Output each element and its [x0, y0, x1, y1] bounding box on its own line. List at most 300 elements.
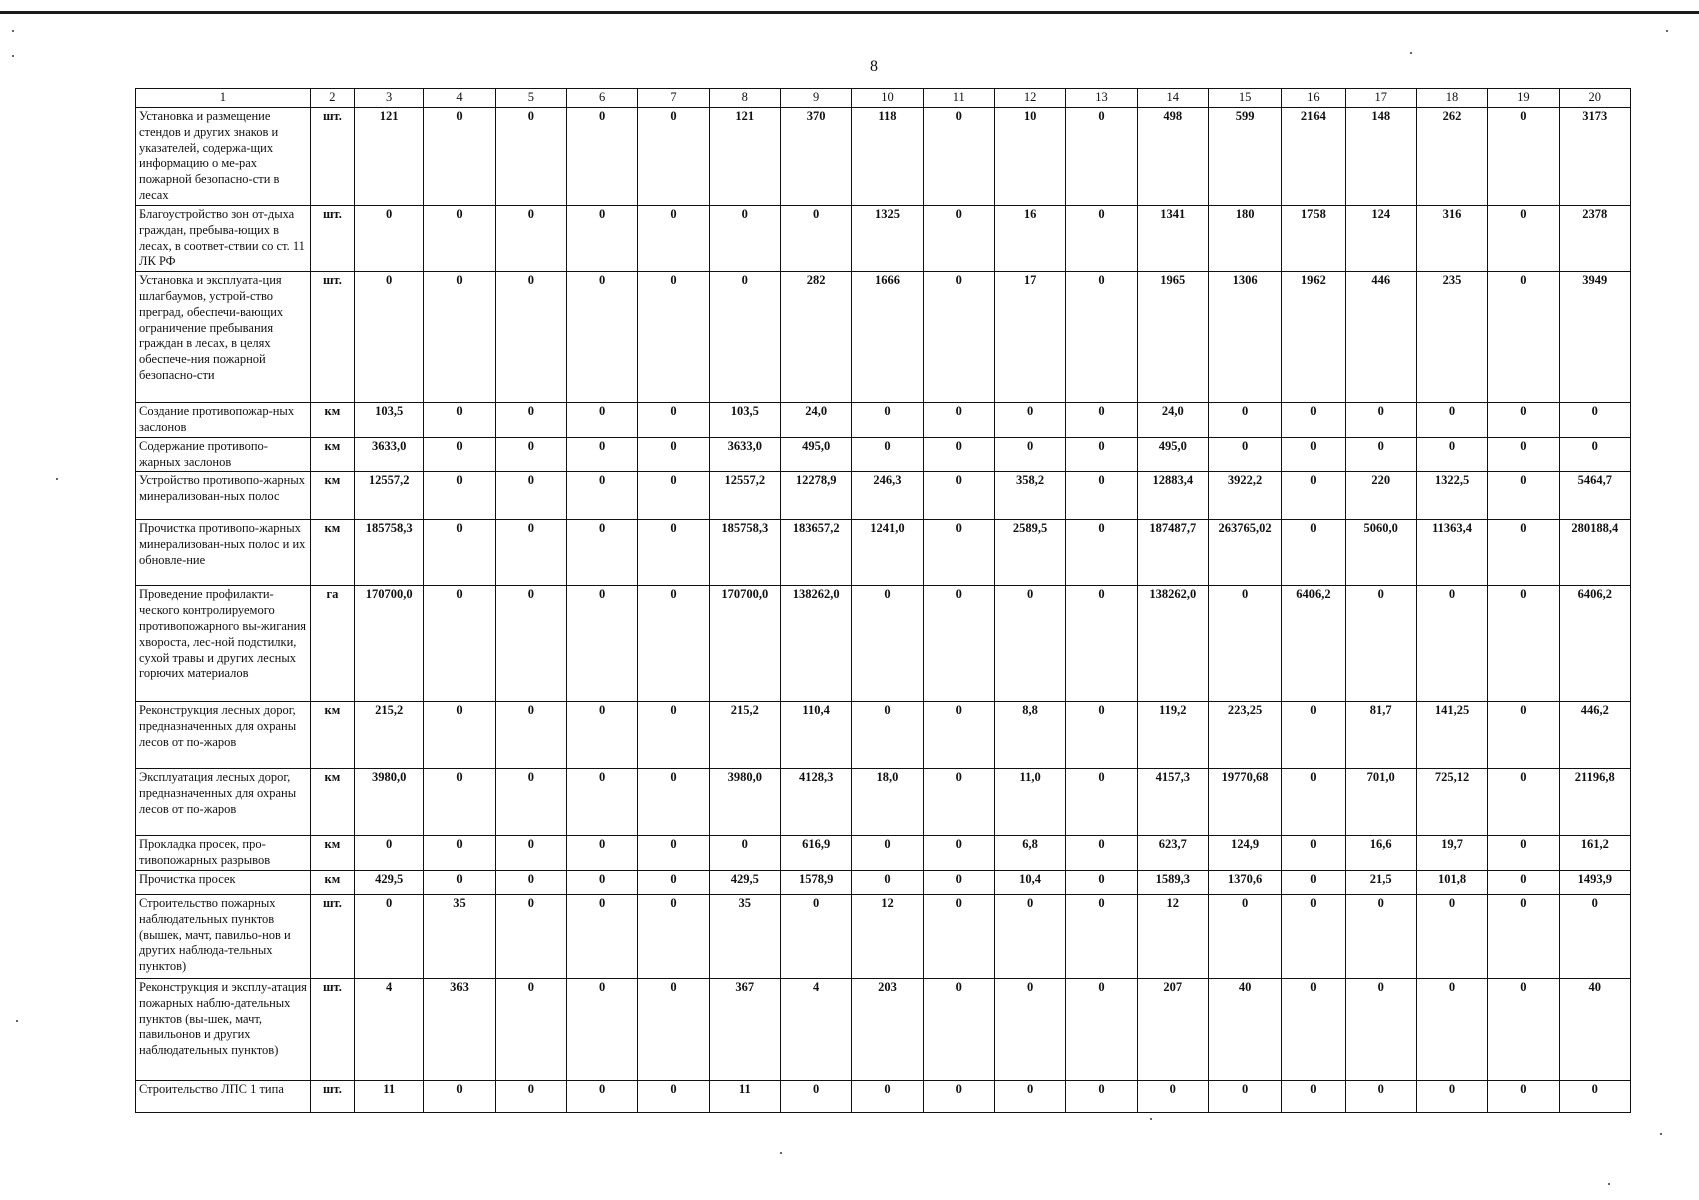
value-cell: 0	[923, 769, 994, 836]
value-cell: 370	[780, 108, 851, 206]
unit-cell: км	[310, 472, 354, 520]
value-cell: 262	[1416, 108, 1487, 206]
value-cell: 0	[923, 472, 994, 520]
table-row	[136, 836, 1631, 871]
value-cell: 0	[638, 108, 709, 206]
value-cell: 0	[566, 472, 637, 520]
value-cell: 0	[1066, 108, 1137, 206]
value-cell: 0	[1488, 586, 1559, 702]
value-cell: 429,5	[355, 870, 424, 894]
value-cell: 616,9	[780, 836, 851, 871]
value-cell: 0	[495, 403, 566, 438]
value-cell: 3980,0	[709, 769, 780, 836]
value-cell: 0	[424, 836, 495, 871]
scan-speck	[1150, 1118, 1152, 1120]
value-cell: 498	[1137, 108, 1208, 206]
scan-speck	[780, 1152, 782, 1154]
column-number-header: 9	[780, 89, 851, 108]
value-cell: 0	[355, 206, 424, 272]
unit-cell: шт.	[310, 1080, 354, 1112]
value-cell: 0	[566, 870, 637, 894]
value-cell: 3633,0	[709, 437, 780, 472]
value-cell: 446	[1345, 272, 1416, 403]
value-cell: 12557,2	[709, 472, 780, 520]
value-cell: 0	[424, 108, 495, 206]
value-cell: 0	[1282, 870, 1345, 894]
value-cell: 4	[780, 978, 851, 1080]
unit-cell: км	[310, 520, 354, 586]
table-row	[136, 586, 1631, 702]
value-cell: 0	[1066, 472, 1137, 520]
value-cell: 40	[1559, 978, 1630, 1080]
value-cell: 0	[638, 472, 709, 520]
column-number-header: 17	[1345, 89, 1416, 108]
column-number-header: 13	[1066, 89, 1137, 108]
activity-name-cell: Реконструкция лесных дорог, предназначенных для охраны лесов от по-жаров	[136, 702, 311, 769]
value-cell: 11,0	[994, 769, 1065, 836]
value-cell: 0	[566, 769, 637, 836]
value-cell: 0	[1208, 403, 1281, 438]
value-cell: 185758,3	[709, 520, 780, 586]
value-cell: 0	[495, 520, 566, 586]
value-cell: 0	[1282, 472, 1345, 520]
value-cell: 16	[994, 206, 1065, 272]
value-cell: 0	[638, 520, 709, 586]
activity-name-cell: Установка и размещение стендов и других знаков и указателей, содержа-щих информацию о ме-рах пожарной безопасно-сти в лесах	[136, 108, 311, 206]
value-cell: 11	[709, 1080, 780, 1112]
table-row	[136, 894, 1631, 978]
value-cell: 138262,0	[780, 586, 851, 702]
value-cell: 0	[923, 108, 994, 206]
value-cell: 215,2	[355, 702, 424, 769]
value-cell: 4157,3	[1137, 769, 1208, 836]
value-cell: 0	[923, 1080, 994, 1112]
value-cell: 0	[1488, 894, 1559, 978]
unit-cell: шт.	[310, 894, 354, 978]
value-cell: 0	[495, 702, 566, 769]
value-cell: 0	[1345, 1080, 1416, 1112]
column-number-header: 10	[852, 89, 923, 108]
value-cell: 0	[709, 836, 780, 871]
value-cell: 8,8	[994, 702, 1065, 769]
activity-name-cell: Прочистка противопо-жарных минерализован-ных полос и их обновле-ние	[136, 520, 311, 586]
value-cell: 0	[495, 206, 566, 272]
value-cell: 0	[1066, 894, 1137, 978]
value-cell: 1962	[1282, 272, 1345, 403]
unit-cell: шт.	[310, 978, 354, 1080]
value-cell: 103,5	[709, 403, 780, 438]
unit-cell: шт.	[310, 272, 354, 403]
value-cell: 124	[1345, 206, 1416, 272]
value-cell: 0	[355, 836, 424, 871]
value-cell: 0	[1282, 520, 1345, 586]
value-cell: 0	[1488, 206, 1559, 272]
value-cell: 12	[1137, 894, 1208, 978]
value-cell: 0	[1488, 520, 1559, 586]
value-cell: 3173	[1559, 108, 1630, 206]
value-cell: 0	[1066, 272, 1137, 403]
value-cell: 0	[923, 206, 994, 272]
scan-speck	[12, 30, 14, 32]
unit-cell: км	[310, 836, 354, 871]
value-cell: 24,0	[780, 403, 851, 438]
value-cell: 0	[1488, 870, 1559, 894]
value-cell: 0	[1066, 403, 1137, 438]
value-cell: 235	[1416, 272, 1487, 403]
value-cell: 0	[994, 586, 1065, 702]
value-cell: 223,25	[1208, 702, 1281, 769]
value-cell: 0	[780, 894, 851, 978]
value-cell: 119,2	[1137, 702, 1208, 769]
value-cell: 0	[1282, 437, 1345, 472]
unit-cell: шт.	[310, 206, 354, 272]
value-cell: 0	[424, 206, 495, 272]
scan-speck	[1666, 30, 1668, 32]
value-cell: 0	[638, 272, 709, 403]
value-cell: 599	[1208, 108, 1281, 206]
value-cell: 0	[1066, 836, 1137, 871]
value-cell: 0	[424, 520, 495, 586]
value-cell: 0	[994, 437, 1065, 472]
column-number-header: 1	[136, 89, 311, 108]
value-cell: 0	[1488, 108, 1559, 206]
value-cell: 0	[495, 472, 566, 520]
activity-name-cell: Строительство пожарных наблюдательных пунктов (вышек, мачт, павильо-нов и других наблюда-тельных пунктов)	[136, 894, 311, 978]
value-cell: 0	[994, 978, 1065, 1080]
activity-name-cell: Благоустройство зон от-дыха граждан, пребыва-ющих в лесах, в соответ-ствии со ст. 11 ЛК РФ	[136, 206, 311, 272]
page-top-rule	[0, 11, 1699, 14]
value-cell: 0	[566, 702, 637, 769]
activity-name-cell: Прочистка просек	[136, 870, 311, 894]
value-cell: 0	[424, 403, 495, 438]
value-cell: 0	[1488, 472, 1559, 520]
scan-speck	[1410, 52, 1412, 54]
table-row	[136, 978, 1631, 1080]
value-cell: 0	[566, 978, 637, 1080]
value-cell: 0	[1416, 978, 1487, 1080]
value-cell: 282	[780, 272, 851, 403]
value-cell: 0	[566, 586, 637, 702]
value-cell: 0	[638, 403, 709, 438]
value-cell: 0	[852, 1080, 923, 1112]
value-cell: 3980,0	[355, 769, 424, 836]
value-cell: 367	[709, 978, 780, 1080]
value-cell: 0	[1488, 978, 1559, 1080]
value-cell: 0	[1066, 1080, 1137, 1112]
value-cell: 5464,7	[1559, 472, 1630, 520]
column-number-header: 6	[566, 89, 637, 108]
value-cell: 0	[424, 437, 495, 472]
value-cell: 121	[355, 108, 424, 206]
scan-speck	[16, 1020, 18, 1022]
table-row	[136, 520, 1631, 586]
value-cell: 280188,4	[1559, 520, 1630, 586]
scan-speck	[56, 478, 58, 480]
table-row	[136, 702, 1631, 769]
value-cell: 0	[923, 894, 994, 978]
value-cell: 21196,8	[1559, 769, 1630, 836]
value-cell: 0	[1559, 894, 1630, 978]
value-cell: 0	[923, 437, 994, 472]
value-cell: 1578,9	[780, 870, 851, 894]
value-cell: 0	[355, 272, 424, 403]
value-cell: 0	[1488, 272, 1559, 403]
value-cell: 0	[1282, 769, 1345, 836]
column-number-header: 7	[638, 89, 709, 108]
value-cell: 0	[638, 206, 709, 272]
value-cell: 0	[1416, 437, 1487, 472]
value-cell: 0	[638, 894, 709, 978]
value-cell: 203	[852, 978, 923, 1080]
value-cell: 0	[1559, 1080, 1630, 1112]
value-cell: 6,8	[994, 836, 1065, 871]
column-number-header: 19	[1488, 89, 1559, 108]
value-cell: 148	[1345, 108, 1416, 206]
activity-name-cell: Проведение профилакти-ческого контролируемого противопожарного вы-жигания хвороста, лес-ной подстилки, сухой травы и других лесных горючих материалов	[136, 586, 311, 702]
activity-name-cell: Содержание противопо-жарных заслонов	[136, 437, 311, 472]
value-cell: 0	[1208, 586, 1281, 702]
value-cell: 183657,2	[780, 520, 851, 586]
value-cell: 81,7	[1345, 702, 1416, 769]
value-cell: 0	[1282, 978, 1345, 1080]
value-cell: 4	[355, 978, 424, 1080]
value-cell: 0	[994, 894, 1065, 978]
value-cell: 0	[923, 836, 994, 871]
value-cell: 1493,9	[1559, 870, 1630, 894]
value-cell: 701,0	[1345, 769, 1416, 836]
value-cell: 1241,0	[852, 520, 923, 586]
value-cell: 2378	[1559, 206, 1630, 272]
value-cell: 3922,2	[1208, 472, 1281, 520]
activity-name-cell: Прокладка просек, про-тивопожарных разрывов	[136, 836, 311, 871]
column-number-header: 5	[495, 89, 566, 108]
value-cell: 263765,02	[1208, 520, 1281, 586]
value-cell: 0	[495, 108, 566, 206]
value-cell: 0	[923, 702, 994, 769]
value-cell: 0	[1066, 437, 1137, 472]
value-cell: 0	[1488, 1080, 1559, 1112]
value-cell: 0	[1282, 1080, 1345, 1112]
value-cell: 138262,0	[1137, 586, 1208, 702]
value-cell: 0	[1416, 894, 1487, 978]
value-cell: 0	[566, 272, 637, 403]
value-cell: 0	[566, 1080, 637, 1112]
value-cell: 0	[852, 586, 923, 702]
value-cell: 10	[994, 108, 1065, 206]
value-cell: 0	[424, 870, 495, 894]
value-cell: 0	[1137, 1080, 1208, 1112]
value-cell: 0	[852, 870, 923, 894]
value-cell: 0	[495, 586, 566, 702]
value-cell: 124,9	[1208, 836, 1281, 871]
value-cell: 0	[1345, 894, 1416, 978]
value-cell: 0	[1066, 206, 1137, 272]
value-cell: 0	[424, 769, 495, 836]
value-cell: 0	[1208, 894, 1281, 978]
scan-speck	[12, 55, 14, 57]
value-cell: 0	[1488, 836, 1559, 871]
value-cell: 35	[709, 894, 780, 978]
activity-name-cell: Реконструкция и эксплу-атация пожарных наблю-дательных пунктов (вы-шек, мачт, павильонов и других наблюдательных пунктов)	[136, 978, 311, 1080]
value-cell: 1758	[1282, 206, 1345, 272]
value-cell: 623,7	[1137, 836, 1208, 871]
value-cell: 316	[1416, 206, 1487, 272]
unit-cell: км	[310, 702, 354, 769]
value-cell: 363	[424, 978, 495, 1080]
value-cell: 0	[1488, 702, 1559, 769]
value-cell: 0	[1208, 1080, 1281, 1112]
value-cell: 246,3	[852, 472, 923, 520]
activity-name-cell: Создание противопожар-ных заслонов	[136, 403, 311, 438]
value-cell: 161,2	[1559, 836, 1630, 871]
value-cell: 16,6	[1345, 836, 1416, 871]
value-cell: 24,0	[1137, 403, 1208, 438]
value-cell: 0	[495, 437, 566, 472]
value-cell: 12278,9	[780, 472, 851, 520]
value-cell: 0	[1416, 586, 1487, 702]
value-cell: 0	[709, 206, 780, 272]
activity-name-cell: Эксплуатация лесных дорог, предназначенных для охраны лесов от по-жаров	[136, 769, 311, 836]
column-number-header: 18	[1416, 89, 1487, 108]
value-cell: 0	[638, 1080, 709, 1112]
value-cell: 35	[424, 894, 495, 978]
value-cell: 0	[852, 702, 923, 769]
value-cell: 0	[994, 1080, 1065, 1112]
value-cell: 0	[1282, 836, 1345, 871]
value-cell: 0	[638, 769, 709, 836]
value-cell: 101,8	[1416, 870, 1487, 894]
value-cell: 0	[424, 272, 495, 403]
activity-name-cell: Установка и эксплуата-ция шлагбаумов, устрой-ство преград, обеспечи-вающих ограничение пребывания граждан в лесах, в целях обеспече-ния пожарной безопасно-сти	[136, 272, 311, 403]
value-cell: 0	[495, 870, 566, 894]
value-cell: 1370,6	[1208, 870, 1281, 894]
table-row	[136, 272, 1631, 403]
value-cell: 0	[1066, 978, 1137, 1080]
value-cell: 19,7	[1416, 836, 1487, 871]
value-cell: 5060,0	[1345, 520, 1416, 586]
value-cell: 0	[994, 403, 1065, 438]
table-row	[136, 1080, 1631, 1112]
value-cell: 0	[852, 836, 923, 871]
value-cell: 0	[1488, 769, 1559, 836]
value-cell: 0	[1345, 978, 1416, 1080]
unit-cell: га	[310, 586, 354, 702]
value-cell: 3633,0	[355, 437, 424, 472]
page-number: 8	[870, 58, 878, 75]
value-cell: 0	[923, 403, 994, 438]
value-cell: 0	[923, 978, 994, 1080]
value-cell: 170700,0	[355, 586, 424, 702]
value-cell: 1589,3	[1137, 870, 1208, 894]
value-cell: 0	[1282, 894, 1345, 978]
value-cell: 10,4	[994, 870, 1065, 894]
activity-name-cell: Устройство противопо-жарных минерализован-ных полос	[136, 472, 311, 520]
value-cell: 0	[1345, 586, 1416, 702]
value-cell: 180	[1208, 206, 1281, 272]
value-cell: 0	[780, 1080, 851, 1112]
value-cell: 0	[852, 403, 923, 438]
value-cell: 0	[780, 206, 851, 272]
column-number-header: 11	[923, 89, 994, 108]
value-cell: 2589,5	[994, 520, 1065, 586]
column-number-header: 15	[1208, 89, 1281, 108]
value-cell: 495,0	[1137, 437, 1208, 472]
value-cell: 1965	[1137, 272, 1208, 403]
value-cell: 0	[1066, 702, 1137, 769]
table-row	[136, 870, 1631, 894]
value-cell: 725,12	[1416, 769, 1487, 836]
value-cell: 0	[566, 894, 637, 978]
column-number-header: 3	[355, 89, 424, 108]
activity-name-cell: Строительство ЛПС 1 типа	[136, 1080, 311, 1112]
value-cell: 12883,4	[1137, 472, 1208, 520]
value-cell: 103,5	[355, 403, 424, 438]
value-cell: 40	[1208, 978, 1281, 1080]
column-number-header: 12	[994, 89, 1065, 108]
column-number-header: 16	[1282, 89, 1345, 108]
value-cell: 0	[1066, 586, 1137, 702]
value-cell: 0	[495, 978, 566, 1080]
value-cell: 4128,3	[780, 769, 851, 836]
value-cell: 6406,2	[1559, 586, 1630, 702]
value-cell: 170700,0	[709, 586, 780, 702]
column-number-row	[136, 89, 1631, 108]
value-cell: 1666	[852, 272, 923, 403]
table-row	[136, 769, 1631, 836]
value-cell: 0	[923, 870, 994, 894]
value-cell: 0	[709, 272, 780, 403]
value-cell: 0	[1345, 403, 1416, 438]
value-cell: 0	[424, 1080, 495, 1112]
unit-cell: км	[310, 403, 354, 438]
table-row	[136, 206, 1631, 272]
value-cell: 0	[638, 586, 709, 702]
value-cell: 0	[1282, 702, 1345, 769]
value-cell: 429,5	[709, 870, 780, 894]
value-cell: 0	[495, 836, 566, 871]
value-cell: 1306	[1208, 272, 1281, 403]
value-cell: 0	[1208, 437, 1281, 472]
value-cell: 0	[566, 520, 637, 586]
value-cell: 11363,4	[1416, 520, 1487, 586]
value-cell: 12	[852, 894, 923, 978]
value-cell: 0	[566, 836, 637, 871]
value-cell: 17	[994, 272, 1065, 403]
value-cell: 0	[638, 836, 709, 871]
value-cell: 0	[424, 586, 495, 702]
value-cell: 1322,5	[1416, 472, 1487, 520]
value-cell: 0	[923, 586, 994, 702]
column-number-header: 20	[1559, 89, 1630, 108]
value-cell: 2164	[1282, 108, 1345, 206]
table-row	[136, 108, 1631, 206]
value-cell: 12557,2	[355, 472, 424, 520]
value-cell: 0	[852, 437, 923, 472]
value-cell: 358,2	[994, 472, 1065, 520]
value-cell: 0	[638, 702, 709, 769]
value-cell: 187487,7	[1137, 520, 1208, 586]
value-cell: 3949	[1559, 272, 1630, 403]
unit-cell: шт.	[310, 108, 354, 206]
value-cell: 0	[566, 108, 637, 206]
value-cell: 207	[1137, 978, 1208, 1080]
unit-cell: км	[310, 769, 354, 836]
value-cell: 0	[1559, 403, 1630, 438]
value-cell: 0	[923, 272, 994, 403]
unit-cell: км	[310, 437, 354, 472]
value-cell: 0	[638, 437, 709, 472]
value-cell: 0	[495, 272, 566, 403]
